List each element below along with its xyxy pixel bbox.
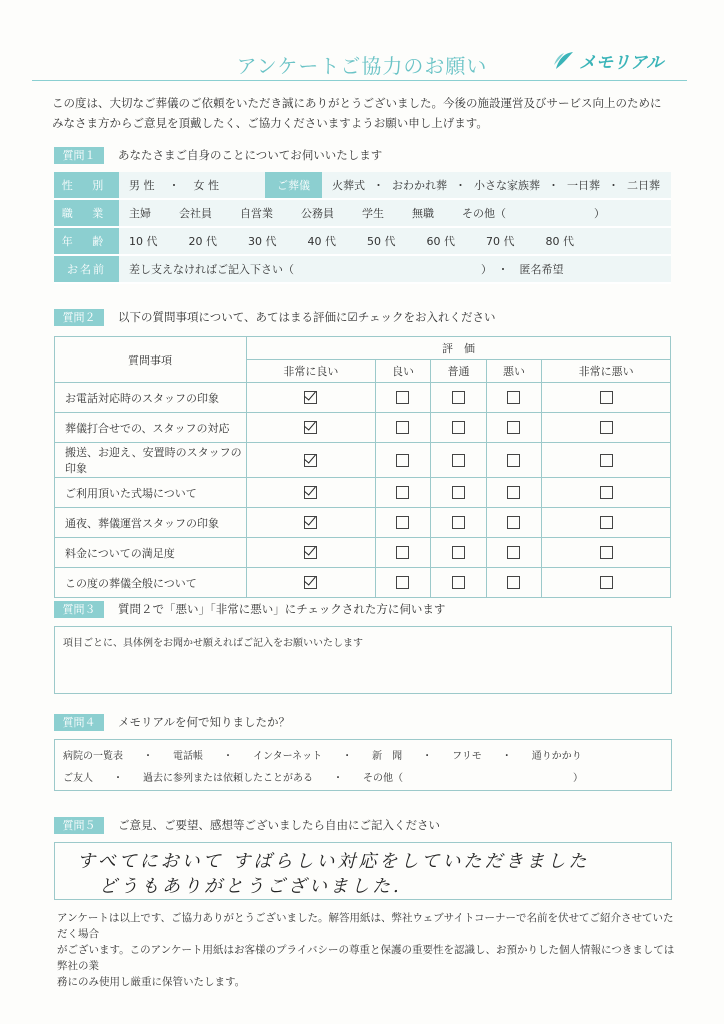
option-separator: ・ [113,773,123,784]
q3-answer-box[interactable] [54,626,672,694]
rating-cell [247,413,376,443]
q3-instruction: 項目ごとに、具体例をお聞かせ願えればご記入をお願いいたします [63,638,363,649]
age-row [54,227,671,255]
rating-cell [247,478,376,508]
gender-row [54,172,671,199]
job-options [119,199,671,227]
option-separator: ・ [168,179,180,192]
source-option[interactable]: 通りかかり [531,751,582,762]
closing-line: がございます。このアンケート用紙はお客様のプライバシーの尊重と保護の重要性を認識し、お預かりした個人情報につきましては弊社の業 [57,944,675,972]
checked-checkbox[interactable] [304,486,317,499]
checkbox[interactable] [600,421,613,434]
age-options [119,227,671,255]
rating-cell [247,568,376,598]
rating-cell [375,568,430,598]
intro-text [52,93,672,133]
rating-cell [375,538,430,568]
rating-cell [431,508,486,538]
option-separator: ・ [223,751,233,762]
rating-row [55,568,671,598]
checkbox[interactable] [396,421,409,434]
q4-text: メモリアルを何で知りましたか？ [118,715,291,729]
company-logo [553,48,663,73]
rating-cell [431,478,486,508]
rating-cell [247,443,376,478]
q5-badge: 質問５ [54,817,104,834]
rating-header: 評 価 [247,337,671,360]
title-divider [32,80,687,81]
rating-cell [486,538,541,568]
option-item[interactable]: 60 代 [426,235,455,248]
checkbox[interactable] [507,454,520,467]
q2-badge: 質問２ [54,309,104,326]
checkbox[interactable] [452,486,465,499]
rating-cell [542,413,671,443]
rating-item-label: 料金についての満足度 [55,538,247,568]
gender-option-list [129,177,264,193]
rating-table [54,336,671,598]
checkbox[interactable] [396,576,409,589]
leaf-logo-icon [553,50,575,72]
rating-row [55,413,671,443]
name-row [54,255,671,283]
rating-row [55,538,671,568]
rating-item-label: 葬儀打合せでの、スタッフの対応 [55,413,247,443]
rating-cell [486,568,541,598]
rating-column-header: 悪い [486,360,541,383]
rating-item-label: 通夜、葬儀運営スタッフの印象 [55,508,247,538]
checkbox[interactable] [600,576,613,589]
profile-table [54,172,671,284]
rating-column-header: 非常に悪い [542,360,671,383]
rating-cell [542,568,671,598]
rating-item-label: ご利用頂いた式場について [55,478,247,508]
source-option[interactable]: 病院の一覧表 [63,751,123,762]
option-separator: ・ [455,179,466,192]
option-separator: ・ [422,751,433,762]
checkbox[interactable] [452,576,465,589]
checkbox[interactable] [507,516,520,529]
source-option[interactable]: 新 聞 [372,751,403,762]
option-item[interactable]: 10 代 [129,235,158,248]
age-option-list [129,233,670,249]
intro-line: この度は、大切なご葬儀のご依頼をいただき誠にありがとうございました。今後の施設運営及びサービス向上のために [52,96,662,110]
checkbox[interactable] [452,391,465,404]
job-label: 職 業 [54,199,119,227]
rating-column-header: 非常に良い [247,360,376,383]
checked-checkbox[interactable] [304,576,317,589]
option-separator: ・ [608,179,619,192]
rating-cell [486,443,541,478]
checked-checkbox[interactable] [304,391,317,404]
q5-text: ご意見、ご要望、感想等ございましたら自由にご記入ください [118,818,440,832]
option-separator: ・ [143,751,153,762]
rating-cell [375,508,430,538]
option-item[interactable]: 自営業 [240,207,273,220]
checkbox[interactable] [452,421,465,434]
source-option[interactable]: ご友人 [63,773,93,784]
job-option-list [129,205,670,221]
rating-cell [486,383,541,413]
checked-checkbox[interactable] [304,546,317,559]
checkbox[interactable] [600,546,613,559]
q2-text: 以下の質問事項について、あてはまる評価に☑チェックをお入れください [118,310,496,324]
rating-cell [542,508,671,538]
checkbox[interactable] [507,391,520,404]
source-option[interactable]: 過去に参列または依頼したことがある [143,773,313,784]
checkbox[interactable] [600,486,613,499]
option-item[interactable]: 70 代 [486,235,515,248]
rating-cell [247,508,376,538]
rating-row [55,383,671,413]
rating-row [55,443,671,478]
option-item[interactable]: 会社員 [179,207,212,220]
rating-cell [247,383,376,413]
source-option[interactable]: その他（ ） [363,773,583,784]
rating-item-label: 搬送、お迎え、安置時のスタッフの印象 [55,443,247,478]
name-label: お名前 [54,255,119,283]
checkbox[interactable] [396,486,409,499]
rating-cell [431,443,486,478]
checkbox[interactable] [452,546,465,559]
option-separator: ・ [333,773,343,784]
option-item[interactable]: 20 代 [188,235,217,248]
page-title: アンケートご協力のお願い [236,54,488,78]
handwritten-comment-line: すべてにおいて すばらしい対応をしていただきました [77,851,590,872]
logo-text: メモリアル [579,53,664,73]
rating-cell [542,478,671,508]
q4-option-line [55,762,671,784]
option-separator: ・ [548,179,559,192]
checkbox[interactable] [600,454,613,467]
q4-badge: 質問４ [54,714,104,731]
checkbox[interactable] [600,516,613,529]
source-option[interactable]: インターネット [253,751,323,762]
gender-label: 性 別 [54,172,119,199]
checked-checkbox[interactable] [304,516,317,529]
checkbox[interactable] [396,391,409,404]
checkbox[interactable] [452,454,465,467]
option-item[interactable]: 男 性 [129,179,155,192]
q1-text: あなたさまご自身のことについてお伺いいたします [118,148,383,162]
option-item[interactable]: 30 代 [248,235,277,248]
rating-cell [431,568,486,598]
option-item[interactable]: 主婦 [129,207,151,220]
rating-column-header: 良い [375,360,430,383]
rating-cell [542,383,671,413]
option-item[interactable]: 学生 [362,207,384,220]
checkbox[interactable] [507,576,520,589]
rating-cell [542,538,671,568]
checkbox[interactable] [396,546,409,559]
rating-cell [375,443,430,478]
rating-cell [375,413,430,443]
rating-column-header: 普通 [431,360,486,383]
option-item[interactable]: 二日葬 [627,179,660,192]
checkbox[interactable] [396,454,409,467]
rating-item-label: お電話対応時のスタッフの印象 [55,383,247,413]
option-item[interactable]: 小さな家族葬 [474,179,540,192]
rating-cell [431,538,486,568]
q4-option-line [55,740,671,762]
q3-badge: 質問３ [54,601,104,618]
closing-text [57,910,677,990]
checkbox[interactable] [600,391,613,404]
rating-cell [486,413,541,443]
checked-checkbox[interactable] [304,454,317,467]
rating-cell [247,538,376,568]
option-separator: ・ [501,751,512,762]
option-separator: ・ [373,179,384,192]
rating-row [55,508,671,538]
job-row [54,199,671,227]
source-option[interactable]: フリモ [452,751,482,762]
rating-cell [542,443,671,478]
source-option[interactable]: 電話帳 [173,751,203,762]
option-item[interactable]: 無職 [412,207,434,220]
handwritten-comment-line: どうもありがとうございました. [99,876,402,897]
checkbox[interactable] [507,486,520,499]
option-item[interactable]: その他（ ） [462,207,605,220]
q1-badge: 質問１ [54,147,104,164]
q4-options-box [54,739,672,791]
closing-line: アンケートは以上です、ご協力ありがとうございました。解答用紙は、弊社ウェブサイトコーナーで名前を伏せてご紹介させていただく場合 [57,912,674,940]
option-item[interactable]: 一日葬 [567,179,600,192]
rating-cell [431,413,486,443]
option-item[interactable]: おわかれ葬 [392,179,447,192]
rating-cell [431,383,486,413]
option-item[interactable]: 公務員 [301,207,334,220]
rating-cell [375,383,430,413]
option-item[interactable]: 女 性 [193,179,219,192]
q3-text: 質問２で「悪い」「非常に悪い」にチェックされた方に伺います [118,602,446,616]
option-item[interactable]: 40 代 [307,235,336,248]
funeral-type-label: ご葬儀 [265,172,322,199]
option-separator: ・ [342,751,353,762]
item-header: 質問事項 [55,337,247,383]
rating-cell [375,478,430,508]
age-label: 年 齢 [54,227,119,255]
checkbox[interactable] [507,421,520,434]
gender-options [119,172,265,199]
intro-line: みなさま方からご意見を頂戴したく、ご協力くださいますようお願い申し上げます。 [52,116,488,130]
closing-line: 務にのみ使用し厳重に保管いたします。 [57,976,246,988]
rating-body [55,383,671,598]
name-field[interactable]: 差し支えなければご記入下さい（ ） ・ 匿名希望 [119,255,671,283]
rating-cell [486,508,541,538]
checkbox[interactable] [507,546,520,559]
checked-checkbox[interactable] [304,421,317,434]
option-item[interactable]: 50 代 [367,235,396,248]
funeral-option-list [332,177,670,193]
rating-row [55,478,671,508]
checkbox[interactable] [396,516,409,529]
option-item[interactable]: 火葬式 [332,179,365,192]
checkbox[interactable] [452,516,465,529]
q5-answer-box[interactable] [54,842,672,900]
rating-cell [486,478,541,508]
rating-item-label: この度の葬儀全般について [55,568,247,598]
funeral-type-options [322,172,671,199]
option-item[interactable]: 80 代 [545,235,574,248]
